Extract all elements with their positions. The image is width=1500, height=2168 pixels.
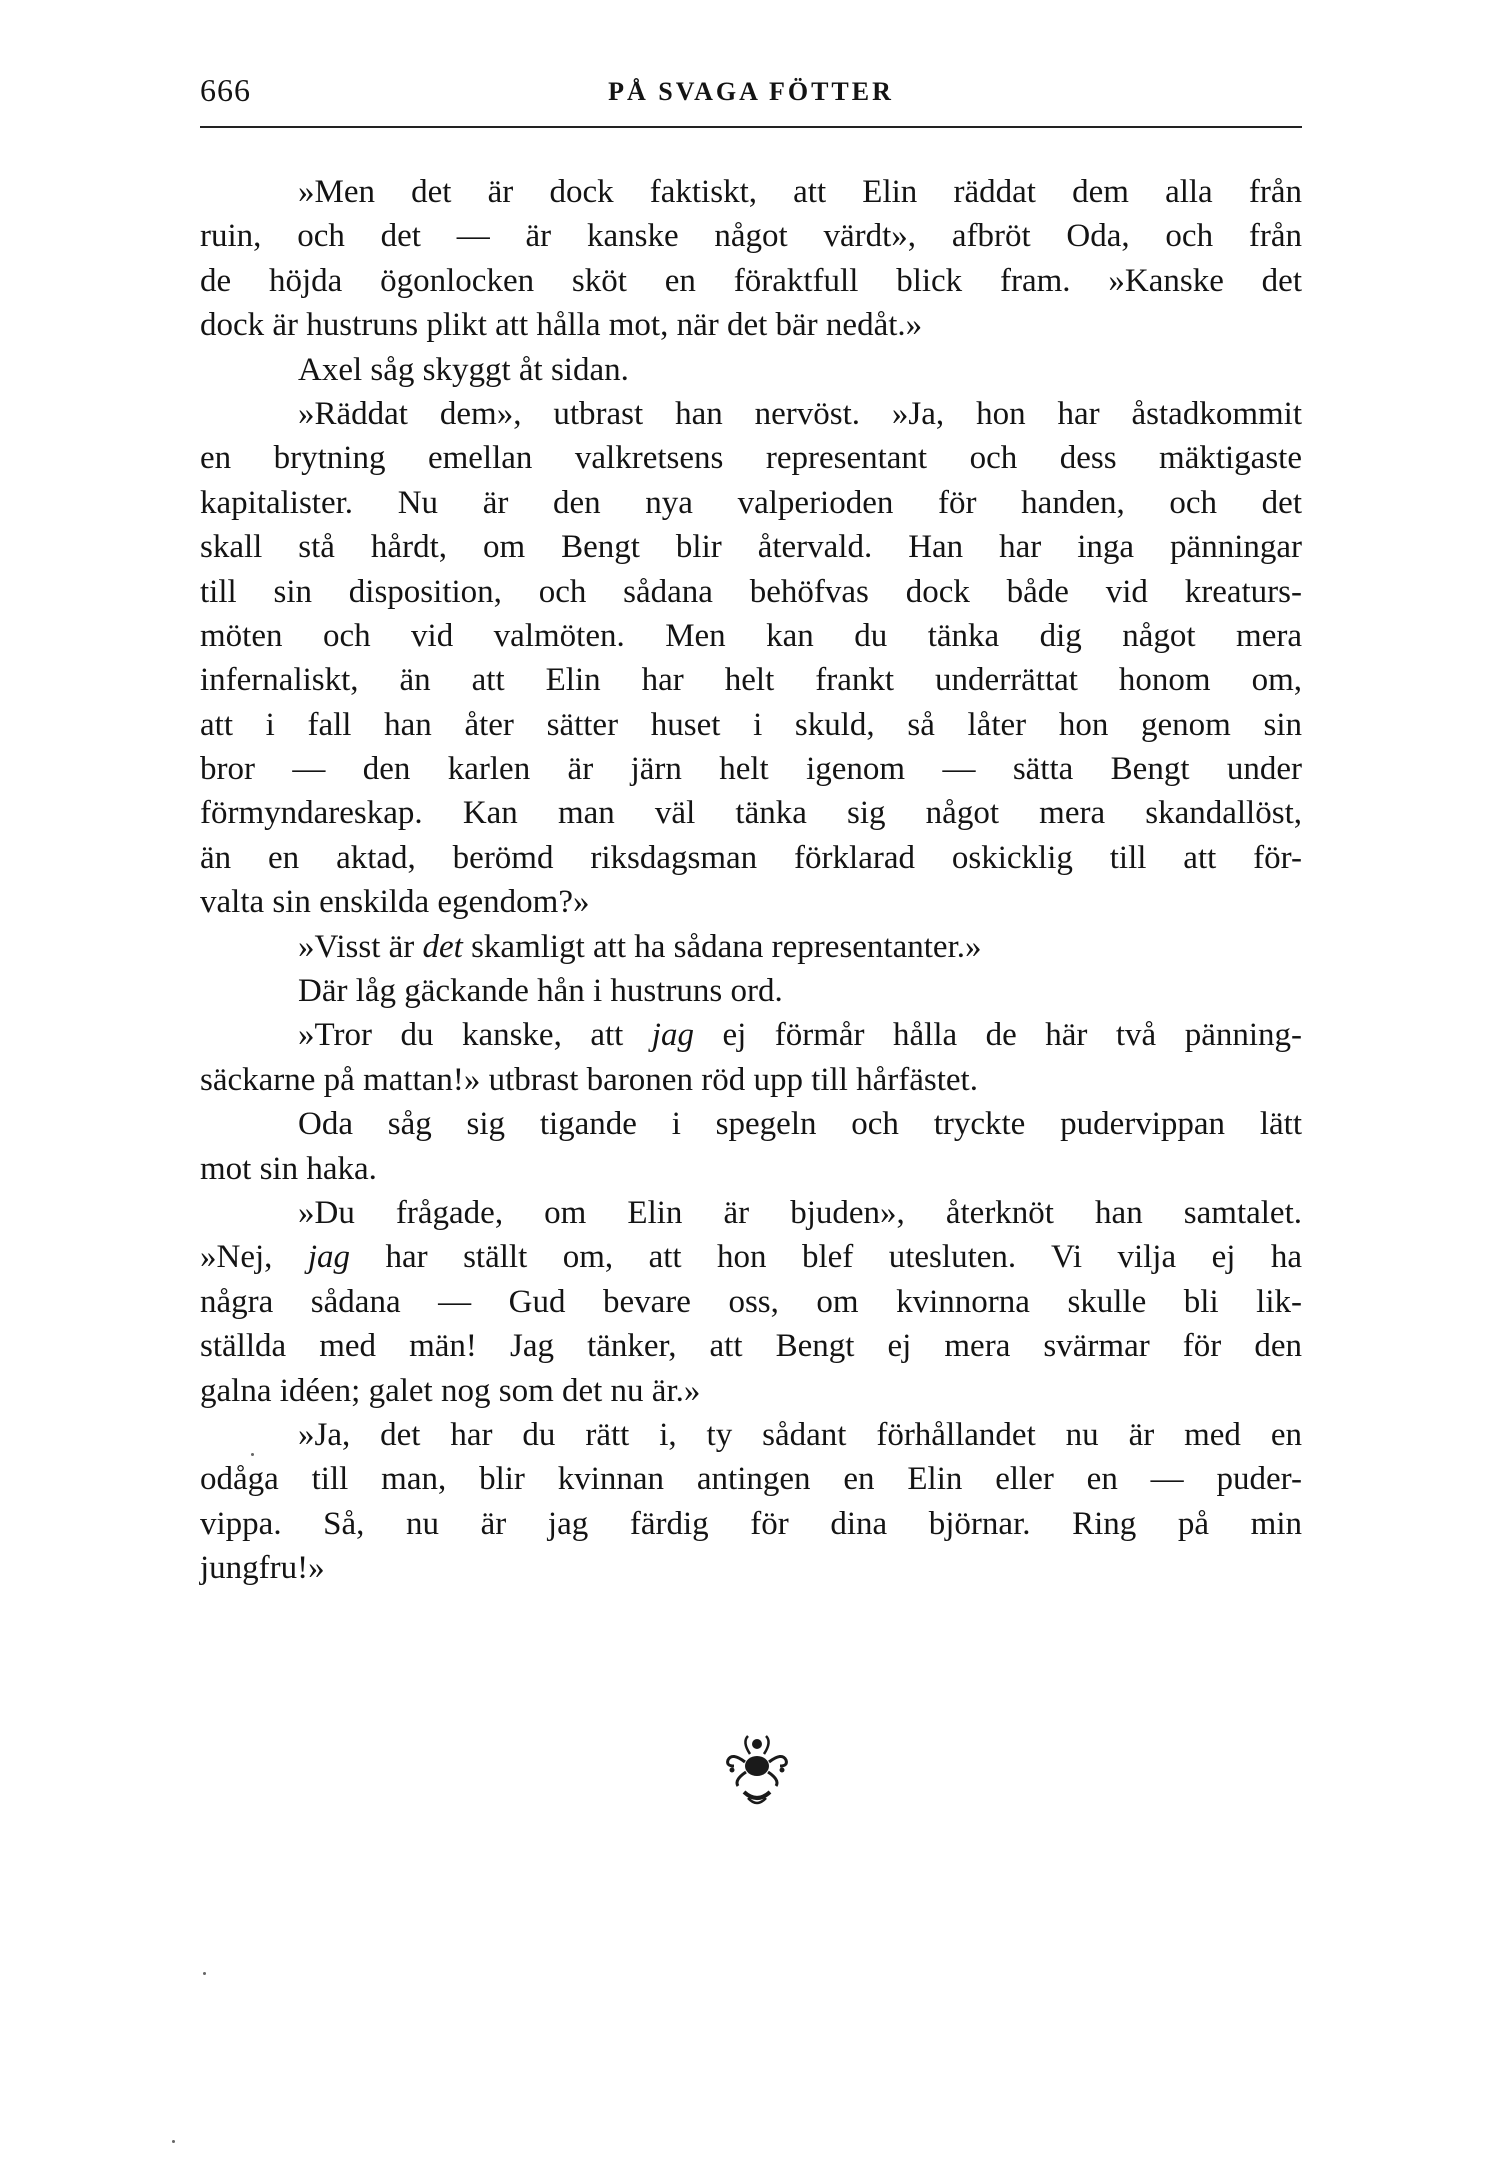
emphasis-word: det — [422, 928, 463, 965]
emphasis-word: jag — [651, 1017, 694, 1054]
text-line: en brytning emellan valkretsens representant och dess mäktigaste — [200, 440, 1302, 477]
text-segment: »Visst är — [298, 928, 423, 965]
text-line: skall stå hårdt, om Bengt blir återvald. Han har inga pänningar — [200, 529, 1302, 566]
text-line: dock är hustruns plikt att hålla mot, när det bär nedåt.» — [200, 307, 923, 344]
header-rule — [200, 126, 1302, 128]
text-line: möten och vid valmöten. Men kan du tänka dig något mera — [200, 617, 1302, 654]
text-line: »Ja, det har du rätt i, ty sådant förhållandet nu är med en — [298, 1416, 1302, 1453]
text-line: »Räddat dem», utbrast han nervöst. »Ja, hon har åstadkommit — [298, 395, 1302, 432]
paper-speck — [203, 1972, 206, 1975]
text-line: odåga till man, blir kvinnan antingen en Elin eller en — puder- — [200, 1461, 1302, 1498]
text-line — [200, 1013, 1302, 1057]
text-line — [200, 925, 1302, 969]
paper-speck — [172, 2140, 175, 2143]
text-line: kapitalister. Nu är den nya valperioden för handen, och det — [200, 484, 1302, 521]
paper-speck — [251, 1453, 254, 1456]
text-line: säckarne på mattan!» utbrast baronen röd upp till hårfästet. — [200, 1061, 978, 1098]
text-line: galna idéen; galet nog som det nu är.» — [200, 1372, 701, 1409]
text-line: vippa. Så, nu är jag färdig för dina björnar. Ring på min — [200, 1505, 1302, 1542]
text-line: mot sin haka. — [200, 1150, 377, 1187]
text-segment: ej förmår hålla de här två pänning- — [693, 1017, 1302, 1054]
text-line: »Men det är dock faktiskt, att Elin räddat dem alla från — [298, 174, 1302, 210]
text-line — [200, 1235, 1302, 1279]
text-line: valta sin enskilda egendom?» — [200, 884, 590, 921]
text-line: jungfru!» — [200, 1550, 325, 1587]
text-line: ställda med män! Jag tänker, att Bengt ej mera svärmar för den — [200, 1328, 1302, 1365]
text-line: till sin disposition, och sådana behöfvas dock både vid kreaturs- — [200, 573, 1302, 610]
text-line: ruin, och det — är kanske något värdt», afbröt Oda, och från — [200, 218, 1302, 255]
emphasis-word: jag — [307, 1239, 351, 1276]
page-header — [200, 70, 1302, 130]
running-title: PÅ SVAGA FÖTTER — [608, 77, 894, 106]
text-line: bror — den karlen är järn helt igenom — sätta Bengt under — [200, 751, 1302, 788]
body-text — [200, 170, 1302, 1591]
text-line: Axel såg skyggt åt sidan. — [298, 351, 629, 388]
text-segment: »Tror du kanske, att — [298, 1017, 652, 1054]
text-line: förmyndareskap. Kan man väl tänka sig något mera skandallöst, — [200, 795, 1302, 832]
ornament-icon — [722, 1730, 792, 1810]
text-segment: har ställt om, att hon blef utesluten. Vi vilja ej ha — [350, 1239, 1302, 1276]
text-line: de höjda ögonlocken sköt en föraktfull blick fram. »Kanske det — [200, 262, 1302, 299]
text-line: att i fall han åter sätter huset i skuld, så låter hon genom sin — [200, 706, 1302, 743]
text-line: några sådana — Gud bevare oss, om kvinnorna skulle bli lik- — [200, 1283, 1302, 1320]
text-line: än en aktad, berömd riksdagsman förklarad oskicklig till att för- — [200, 839, 1302, 876]
text-line: »Du frågade, om Elin är bjuden», återknöt han samtalet. — [298, 1194, 1302, 1231]
page-number: 666 — [200, 72, 251, 108]
text-segment: »Nej, — [200, 1239, 308, 1276]
text-line: infernaliskt, än att Elin har helt frankt underrättat honom om, — [200, 662, 1302, 699]
text-line: Där låg gäckande hån i hustruns ord. — [298, 973, 783, 1010]
text-line: Oda såg sig tigande i spegeln och tryckte pudervippan lätt — [298, 1106, 1302, 1143]
text-segment: skamligt att ha sådana representanter.» — [462, 928, 982, 965]
